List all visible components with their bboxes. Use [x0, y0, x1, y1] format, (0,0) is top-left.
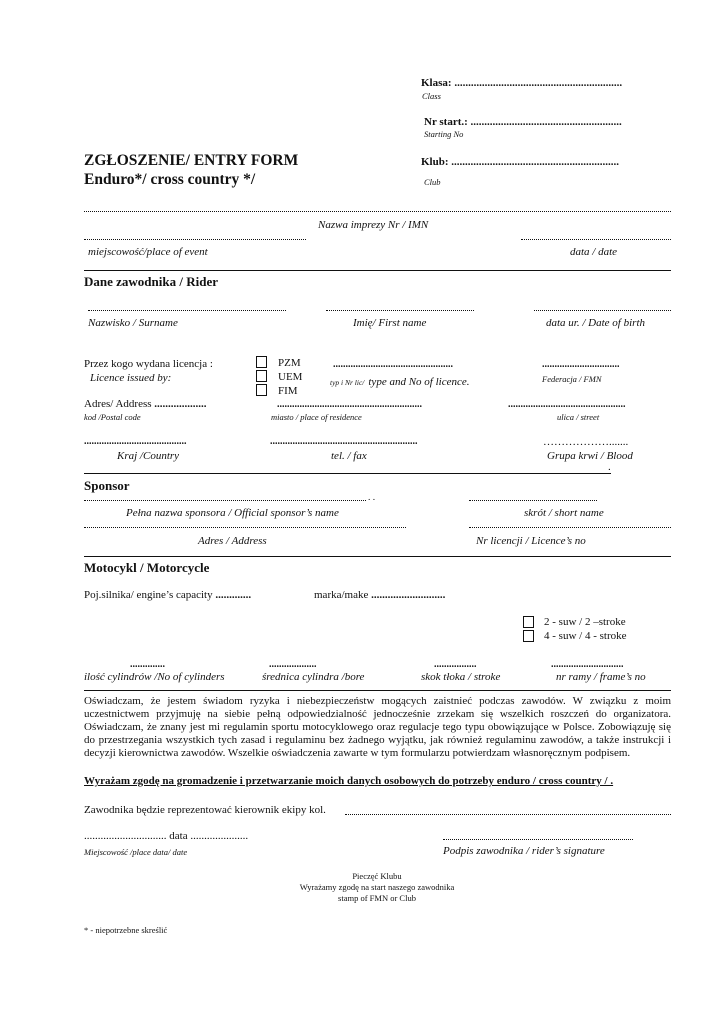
- signature-label: Podpis zawodnika / rider’s signature: [443, 845, 605, 857]
- stroke-field[interactable]: .................: [434, 659, 477, 670]
- club-field[interactable]: [421, 157, 619, 168]
- date-dots: .....................: [190, 830, 249, 842]
- blood-group-label: Grupa krwi / Blood: [547, 450, 633, 462]
- start-number-dots: .......................................................: [470, 116, 622, 128]
- frame-number-label: nr ramy / frame’s no: [556, 671, 646, 683]
- federation-label: Federacja / FMN: [542, 374, 602, 384]
- engine-capacity-label: Poj.silnika/ engine’s capacity: [84, 589, 213, 601]
- sponsor-licence-label: Nr licencji / Licence’s no: [476, 535, 586, 547]
- pzm-checkbox[interactable]: [256, 356, 267, 368]
- licence-type-small-label: typ i Nr lic/: [330, 378, 365, 387]
- sponsor-name-label: Pełna nazwa sponsora / Official sponsor’s name: [126, 507, 339, 519]
- address-field[interactable]: [84, 399, 207, 410]
- place-date-label: Miejscowość /place data/ date: [84, 847, 188, 857]
- licence-issued-label: Przez kogo wydana licencja :: [84, 358, 213, 370]
- sponsor-short-name-label: skrót / short name: [524, 507, 604, 519]
- place-date-field[interactable]: [84, 831, 248, 842]
- dob-label: data ur. / Date of birth: [546, 317, 646, 329]
- country-label: Kraj /Country: [117, 450, 180, 462]
- sponsor-name-dots-tail: . .: [368, 493, 376, 503]
- stray-dot: .: [608, 461, 611, 473]
- street-label: ulica / street: [557, 412, 600, 422]
- class-sublabel: Class: [422, 91, 441, 101]
- two-stroke-label: 2 - suw / 2 –stroke: [544, 616, 626, 628]
- cylinders-label: ilość cylindrów /No of cylinders: [84, 671, 225, 683]
- team-representative-field[interactable]: [345, 814, 671, 815]
- frame-number-field[interactable]: .............................: [551, 659, 624, 670]
- start-number-label: Nr start.:: [424, 116, 468, 128]
- tel-field[interactable]: ...........................................................: [270, 436, 418, 447]
- class-field[interactable]: [421, 78, 622, 89]
- divider: [84, 270, 671, 271]
- club-stamp-title: Pieczęć Klubu: [352, 871, 402, 881]
- street-field[interactable]: ...............................................: [508, 399, 626, 410]
- address-dots: ...................: [154, 398, 207, 410]
- sponsor-short-name-field[interactable]: [469, 500, 597, 501]
- sponsor-licence-field[interactable]: [469, 527, 671, 528]
- two-stroke-checkbox[interactable]: [523, 616, 534, 628]
- sponsor-address-field[interactable]: [84, 527, 406, 528]
- event-date-field[interactable]: [521, 239, 671, 240]
- form-subtitle: Enduro*/ cross country */: [84, 171, 256, 188]
- make-field[interactable]: [314, 590, 445, 601]
- sponsor-name-field[interactable]: [84, 500, 366, 501]
- team-representative-label: Zawodnika będzie reprezentować kierownik ekipy kol.: [84, 804, 326, 816]
- data-consent-text: Wyrażam zgodę na gromadzenie i przetwarzanie moich danych osobowych do potrzeby enduro / cross country / .: [84, 775, 614, 787]
- firstname-field[interactable]: [326, 310, 474, 311]
- sponsor-section-title: Sponsor: [84, 478, 130, 493]
- uem-checkbox[interactable]: [256, 370, 267, 382]
- event-name-label: Nazwa imprezy Nr / IMN: [318, 219, 429, 231]
- club-sublabel: Club: [424, 177, 441, 187]
- divider: [84, 690, 671, 691]
- club-stamp-subtitle: stamp of FMN or Club: [338, 893, 416, 903]
- fim-option-label: FIM: [278, 385, 298, 397]
- country-field[interactable]: .........................................: [84, 436, 187, 447]
- club-dots: .............................................................: [451, 156, 620, 168]
- federation-field[interactable]: ...............................: [542, 359, 620, 370]
- form-title: ZGŁOSZENIE/ ENTRY FORM: [84, 152, 299, 169]
- club-label: Klub:: [421, 156, 449, 168]
- four-stroke-label: 4 - suw / 4 - stroke: [544, 630, 627, 642]
- declaration-text: Oświadczam, że jestem świadom ryzyka i niebezpieczeństw mogących zaistnieć podczas zawodów. W związku z moim uczestnictwem przyjmuję na siebie pełną odpowiedzialność jednocześnie zrzekam się wszelkich roszczeń do organizatora. Oświadczam, że znany jest mi regulamin sportu motocyklowego oraz regulacje tego typu obowiązujące w Polsce. Zobowiązuję się do przestrzegania wszystkich tych zasad i regulaminu bez żadnego wyjątku, jak również regulaminu zawodów, a także instrukcji i decyzji kierownictwa zawodów. Wszelkie oświadczenia zawarte w tym formularzu potwierdzam własnoręcznym podpisem.: [84, 695, 671, 759]
- pzm-option-label: PZM: [278, 357, 301, 369]
- footnote: * - niepotrzebne skreślić: [84, 925, 168, 935]
- class-label: Klasa:: [421, 77, 452, 89]
- licence-number-field[interactable]: ................................................: [333, 359, 453, 370]
- blood-group-field[interactable]: ……………….......: [543, 436, 629, 448]
- city-label: miasto / place of residence: [271, 412, 362, 422]
- postal-code-label: kod /Postal code: [84, 412, 141, 422]
- engine-capacity-field[interactable]: [84, 590, 251, 601]
- bore-field[interactable]: ...................: [269, 659, 317, 670]
- place-dots: ..............................: [84, 830, 167, 842]
- event-name-field[interactable]: [84, 211, 671, 212]
- start-number-sublabel: Starting No: [424, 129, 464, 139]
- signature-field[interactable]: [443, 839, 633, 840]
- event-place-label: miejscowość/place of event: [88, 246, 208, 258]
- make-label: marka/make: [314, 589, 369, 601]
- make-dots: ...........................: [371, 589, 446, 601]
- licence-type-label: [330, 373, 469, 389]
- bore-label: średnica cylindra /bore: [262, 671, 365, 683]
- motorcycle-section-title: Motocykl / Motorcycle: [84, 560, 210, 575]
- address-label: Adres/ Address: [84, 398, 152, 410]
- uem-option-label: UEM: [278, 371, 303, 383]
- city-field[interactable]: ..........................................................: [277, 399, 422, 410]
- stroke-label: skok tłoka / stroke: [421, 671, 501, 683]
- divider: [84, 556, 671, 557]
- fim-checkbox[interactable]: [256, 384, 267, 396]
- divider: [84, 473, 611, 474]
- cylinders-field[interactable]: ..............: [130, 659, 165, 670]
- rider-section-title: Dane zawodnika / Rider: [84, 274, 218, 289]
- surname-label: Nazwisko / Surname: [88, 317, 178, 329]
- date-label: data: [169, 830, 188, 842]
- start-number-field[interactable]: [424, 117, 622, 128]
- four-stroke-checkbox[interactable]: [523, 630, 534, 642]
- licence-type-main-label: type and No of licence.: [368, 376, 470, 388]
- event-place-field[interactable]: [84, 239, 306, 240]
- sponsor-address-label: Adres / Address: [198, 535, 267, 547]
- event-date-label: data / date: [570, 246, 618, 258]
- firstname-label: Imię/ First name: [353, 317, 427, 329]
- dob-field[interactable]: [534, 310, 671, 311]
- licence-issued-sublabel: Licence issued by:: [90, 372, 172, 384]
- class-dots: .............................................................: [454, 77, 623, 89]
- tel-label: tel. / fax: [331, 450, 367, 462]
- engine-capacity-dots: .............: [215, 589, 252, 601]
- surname-field[interactable]: [88, 310, 286, 311]
- club-consent-text: Wyrażamy zgodę na start naszego zawodnika: [299, 882, 455, 892]
